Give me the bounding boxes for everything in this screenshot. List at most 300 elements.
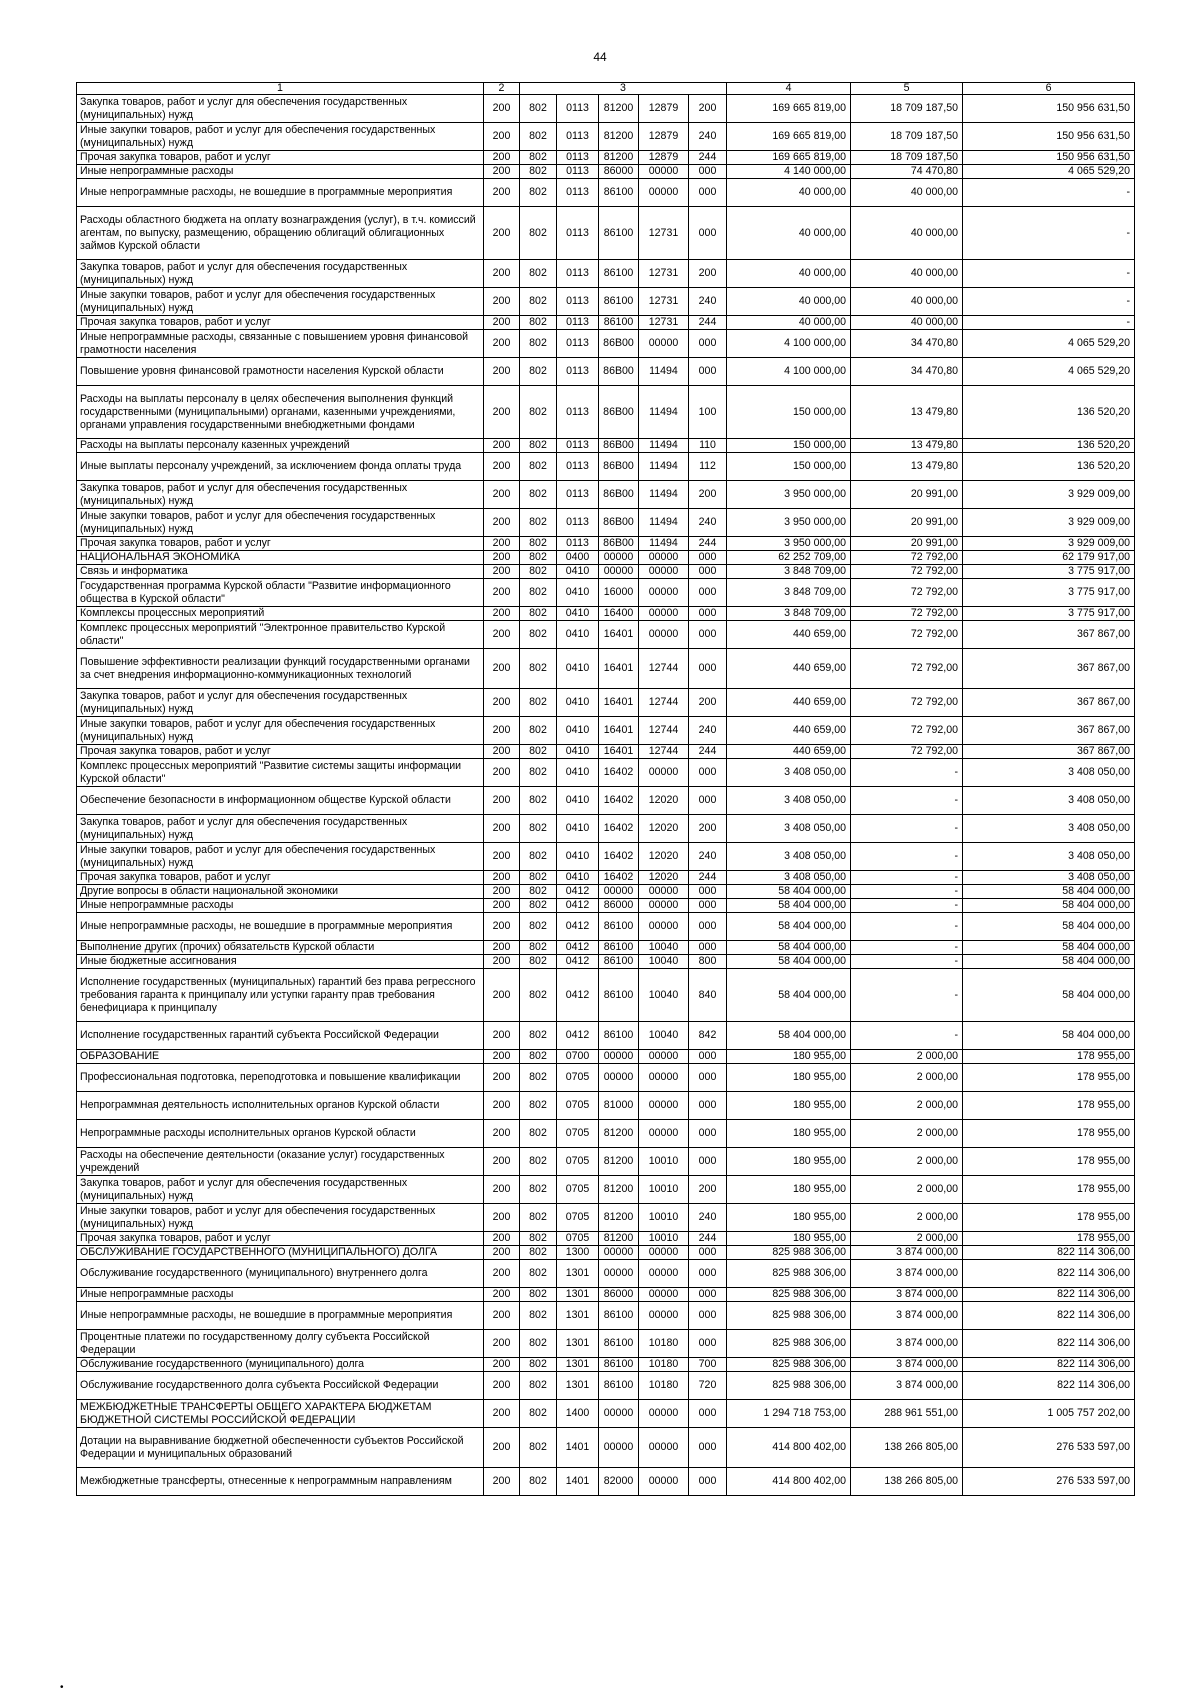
row-code-program: 16401	[599, 621, 639, 649]
row-value-6: 822 114 306,00	[963, 1260, 1135, 1288]
row-code-section: 0412	[557, 941, 599, 955]
row-code-program: 16400	[599, 607, 639, 621]
row-value-5: 72 792,00	[851, 565, 963, 579]
row-value-6: 822 114 306,00	[963, 1302, 1135, 1330]
row-code-direction: 00000	[639, 1064, 689, 1092]
row-code-section: 0410	[557, 579, 599, 607]
row-code-program: 86100	[599, 913, 639, 941]
row-value-5: 288 961 551,00	[851, 1400, 963, 1428]
table-row	[77, 579, 1135, 607]
row-value-6: 4 065 529,20	[963, 358, 1135, 386]
row-code-program: 16402	[599, 759, 639, 787]
row-code-section: 0410	[557, 565, 599, 579]
row-name: ОБСЛУЖИВАНИЕ ГОСУДАРСТВЕННОГО (МУНИЦИПАЛЬНОГО) ДОЛГА	[77, 1246, 484, 1260]
row-name: Закупка товаров, работ и услуг для обеспечения государственных (муниципальных) нужд	[77, 95, 484, 123]
row-code-section: 0705	[557, 1176, 599, 1204]
row-value-6: 3 775 917,00	[963, 579, 1135, 607]
row-name: Исполнение государственных гарантий субъекта Российской Федерации	[77, 1022, 484, 1050]
row-value-4: 169 665 819,00	[727, 123, 851, 151]
row-code-section: 0113	[557, 123, 599, 151]
row-code-section: 1301	[557, 1288, 599, 1302]
row-name: Расходы областного бюджета на оплату вознаграждения (услуг), в т.ч. комиссий агентам, по выпуску, размещению, обращению облигаций облигационных займов Курской области	[77, 207, 484, 260]
row-col-2: 200	[484, 787, 520, 815]
row-value-5: -	[851, 941, 963, 955]
row-code-type: 000	[689, 165, 727, 179]
row-name: Иные закупки товаров, работ и услуг для обеспечения государственных (муниципальных) нужд	[77, 123, 484, 151]
row-code-program: 00000	[599, 565, 639, 579]
row-col-2: 200	[484, 621, 520, 649]
row-code-admin: 802	[520, 1232, 557, 1246]
row-value-5: 3 874 000,00	[851, 1288, 963, 1302]
row-code-admin: 802	[520, 885, 557, 899]
row-value-4: 180 955,00	[727, 1092, 851, 1120]
row-col-2: 200	[484, 843, 520, 871]
row-code-admin: 802	[520, 1022, 557, 1050]
row-value-5: -	[851, 955, 963, 969]
row-code-program: 86В00	[599, 330, 639, 358]
row-code-direction: 10010	[639, 1204, 689, 1232]
row-code-direction: 00000	[639, 165, 689, 179]
row-code-type: 000	[689, 1050, 727, 1064]
row-code-type: 000	[689, 649, 727, 689]
row-name: МЕЖБЮДЖЕТНЫЕ ТРАНСФЕРТЫ ОБЩЕГО ХАРАКТЕРА БЮДЖЕТАМ БЮДЖЕТНОЙ СИСТЕМЫ РОССИЙСКОЙ ФЕДЕРАЦИИ	[77, 1400, 484, 1428]
row-code-type: 240	[689, 288, 727, 316]
row-code-admin: 802	[520, 358, 557, 386]
row-name: Закупка товаров, работ и услуг для обеспечения государственных (муниципальных) нужд	[77, 481, 484, 509]
row-code-section: 0705	[557, 1148, 599, 1176]
row-code-section: 1401	[557, 1428, 599, 1468]
row-code-program: 86100	[599, 1330, 639, 1358]
row-code-type: 244	[689, 871, 727, 885]
row-name: Исполнение государственных (муниципальных) гарантий без права регрессного требования гаранта к принципалу или уступки гаранту прав требования бенефициара к принципалу	[77, 969, 484, 1022]
row-value-4: 150 000,00	[727, 453, 851, 481]
row-col-2: 200	[484, 1246, 520, 1260]
row-value-4: 40 000,00	[727, 179, 851, 207]
row-code-type: 240	[689, 843, 727, 871]
table-row	[77, 1330, 1135, 1358]
row-code-program: 86000	[599, 899, 639, 913]
row-value-5: 34 470,80	[851, 358, 963, 386]
row-code-program: 81000	[599, 1092, 639, 1120]
row-code-direction: 12731	[639, 316, 689, 330]
row-code-program: 86100	[599, 260, 639, 288]
table-row	[77, 453, 1135, 481]
row-value-5: 2 000,00	[851, 1050, 963, 1064]
row-name: Закупка товаров, работ и услуг для обеспечения государственных (муниципальных) нужд	[77, 815, 484, 843]
row-value-6: 3 929 009,00	[963, 537, 1135, 551]
row-col-2: 200	[484, 579, 520, 607]
row-col-2: 200	[484, 453, 520, 481]
row-code-admin: 802	[520, 481, 557, 509]
row-code-program: 86В00	[599, 439, 639, 453]
row-name: Обслуживание государственного (муниципального) внутреннего долга	[77, 1260, 484, 1288]
row-col-2: 200	[484, 1400, 520, 1428]
row-value-5: -	[851, 787, 963, 815]
table-row	[77, 955, 1135, 969]
row-code-admin: 802	[520, 179, 557, 207]
row-code-type: 842	[689, 1022, 727, 1050]
row-value-6: 822 114 306,00	[963, 1372, 1135, 1400]
row-code-section: 0113	[557, 453, 599, 481]
row-code-section: 0412	[557, 1022, 599, 1050]
row-col-2: 200	[484, 151, 520, 165]
row-name: Другие вопросы в области национальной экономики	[77, 885, 484, 899]
row-code-type: 000	[689, 579, 727, 607]
row-name: Расходы на обеспечение деятельности (оказание услуг) государственных учреждений	[77, 1148, 484, 1176]
row-value-6: 58 404 000,00	[963, 913, 1135, 941]
row-code-program: 86100	[599, 955, 639, 969]
row-value-6: 62 179 917,00	[963, 551, 1135, 565]
row-code-direction: 00000	[639, 179, 689, 207]
table-row	[77, 1246, 1135, 1260]
row-code-type: 000	[689, 1064, 727, 1092]
table-row	[77, 941, 1135, 955]
row-code-section: 0113	[557, 358, 599, 386]
row-code-type: 244	[689, 745, 727, 759]
row-value-6: 3 929 009,00	[963, 481, 1135, 509]
row-code-direction: 12020	[639, 787, 689, 815]
row-value-4: 40 000,00	[727, 207, 851, 260]
row-code-direction: 12731	[639, 207, 689, 260]
row-code-section: 1301	[557, 1260, 599, 1288]
row-value-5: 18 709 187,50	[851, 151, 963, 165]
row-name: Повышение эффективности реализации функций государственными органами за счет внедрения информационно-коммуникационных технологий	[77, 649, 484, 689]
row-value-4: 4 100 000,00	[727, 330, 851, 358]
row-code-type: 840	[689, 969, 727, 1022]
row-code-admin: 802	[520, 621, 557, 649]
row-code-direction: 00000	[639, 579, 689, 607]
row-col-2: 200	[484, 1288, 520, 1302]
row-code-section: 0113	[557, 95, 599, 123]
row-code-type: 000	[689, 1288, 727, 1302]
row-value-5: 20 991,00	[851, 537, 963, 551]
table-row	[77, 1204, 1135, 1232]
row-col-2: 200	[484, 358, 520, 386]
row-value-5: 40 000,00	[851, 316, 963, 330]
row-value-6: 58 404 000,00	[963, 955, 1135, 969]
row-col-2: 200	[484, 955, 520, 969]
row-value-4: 3 950 000,00	[727, 481, 851, 509]
row-value-6: 4 065 529,20	[963, 330, 1135, 358]
row-name: Обслуживание государственного долга субъекта Российской Федерации	[77, 1372, 484, 1400]
row-value-4: 58 404 000,00	[727, 969, 851, 1022]
row-value-6: 3 929 009,00	[963, 509, 1135, 537]
row-code-section: 0410	[557, 607, 599, 621]
row-code-section: 0410	[557, 787, 599, 815]
row-col-2: 200	[484, 1468, 520, 1496]
row-code-program: 82000	[599, 1468, 639, 1496]
row-value-6: 178 955,00	[963, 1232, 1135, 1246]
row-code-direction: 10180	[639, 1358, 689, 1372]
row-code-program: 16402	[599, 815, 639, 843]
table-row	[77, 481, 1135, 509]
header-col-1: 1	[77, 83, 484, 95]
row-col-2: 200	[484, 316, 520, 330]
row-name: Непрограммная деятельность исполнительных органов Курской области	[77, 1092, 484, 1120]
row-code-section: 0410	[557, 815, 599, 843]
table-row	[77, 969, 1135, 1022]
row-value-6: 1 005 757 202,00	[963, 1400, 1135, 1428]
row-code-type: 700	[689, 1358, 727, 1372]
header-row	[77, 83, 1135, 95]
row-code-type: 200	[689, 260, 727, 288]
row-code-admin: 802	[520, 1204, 557, 1232]
row-code-section: 0113	[557, 386, 599, 439]
row-value-4: 4 140 000,00	[727, 165, 851, 179]
row-code-admin: 802	[520, 151, 557, 165]
row-col-2: 200	[484, 179, 520, 207]
row-code-program: 16401	[599, 689, 639, 717]
row-code-direction: 12879	[639, 95, 689, 123]
table-row	[77, 151, 1135, 165]
row-code-section: 0113	[557, 207, 599, 260]
row-value-5: 3 874 000,00	[851, 1372, 963, 1400]
row-code-program: 16402	[599, 843, 639, 871]
row-code-type: 240	[689, 509, 727, 537]
row-value-5: 72 792,00	[851, 607, 963, 621]
row-value-6: 276 533 597,00	[963, 1428, 1135, 1468]
row-value-6: 136 520,20	[963, 386, 1135, 439]
row-code-section: 0410	[557, 759, 599, 787]
row-code-type: 000	[689, 179, 727, 207]
table-row	[77, 1400, 1135, 1428]
row-name: Закупка товаров, работ и услуг для обеспечения государственных (муниципальных) нужд	[77, 689, 484, 717]
row-value-5: 72 792,00	[851, 649, 963, 689]
row-code-section: 0410	[557, 745, 599, 759]
row-value-5: 2 000,00	[851, 1064, 963, 1092]
row-code-admin: 802	[520, 579, 557, 607]
row-col-2: 200	[484, 913, 520, 941]
row-code-direction: 00000	[639, 565, 689, 579]
row-code-admin: 802	[520, 537, 557, 551]
row-code-type: 000	[689, 565, 727, 579]
row-code-direction: 00000	[639, 913, 689, 941]
row-code-direction: 12731	[639, 260, 689, 288]
row-value-5: 40 000,00	[851, 179, 963, 207]
row-code-type: 110	[689, 439, 727, 453]
table-row	[77, 1468, 1135, 1496]
row-code-section: 0113	[557, 165, 599, 179]
row-code-program: 16401	[599, 649, 639, 689]
row-code-program: 86В00	[599, 358, 639, 386]
row-value-6: 822 114 306,00	[963, 1330, 1135, 1358]
row-code-direction: 10010	[639, 1176, 689, 1204]
row-code-admin: 802	[520, 843, 557, 871]
table-row	[77, 607, 1135, 621]
row-value-4: 58 404 000,00	[727, 899, 851, 913]
row-value-4: 40 000,00	[727, 288, 851, 316]
row-col-2: 200	[484, 95, 520, 123]
row-col-2: 200	[484, 481, 520, 509]
row-code-admin: 802	[520, 260, 557, 288]
row-code-direction: 00000	[639, 330, 689, 358]
row-name: Государственная программа Курской области "Развитие информационного общества в Курской области"	[77, 579, 484, 607]
row-name: Связь и информатика	[77, 565, 484, 579]
row-code-section: 0412	[557, 969, 599, 1022]
row-code-admin: 802	[520, 1372, 557, 1400]
row-value-5: 72 792,00	[851, 745, 963, 759]
budget-table-container	[76, 82, 1134, 1496]
row-code-admin: 802	[520, 913, 557, 941]
row-code-section: 1301	[557, 1372, 599, 1400]
row-code-admin: 802	[520, 316, 557, 330]
row-name: Прочая закупка товаров, работ и услуг	[77, 745, 484, 759]
row-code-admin: 802	[520, 899, 557, 913]
row-name: Иные непрограммные расходы, не вошедшие в программные мероприятия	[77, 1302, 484, 1330]
row-code-admin: 802	[520, 95, 557, 123]
row-code-program: 16000	[599, 579, 639, 607]
row-code-type: 000	[689, 1246, 727, 1260]
row-code-direction: 00000	[639, 759, 689, 787]
row-code-program: 81200	[599, 1120, 639, 1148]
row-value-6: 3 408 050,00	[963, 787, 1135, 815]
row-col-2: 200	[484, 551, 520, 565]
row-code-admin: 802	[520, 1358, 557, 1372]
row-code-direction: 11494	[639, 509, 689, 537]
row-name: Обслуживание государственного (муниципального) долга	[77, 1358, 484, 1372]
table-row	[77, 787, 1135, 815]
row-code-section: 0412	[557, 913, 599, 941]
row-col-2: 200	[484, 689, 520, 717]
row-code-direction: 10040	[639, 969, 689, 1022]
row-code-type: 200	[689, 95, 727, 123]
row-value-6: 367 867,00	[963, 745, 1135, 759]
row-code-type: 200	[689, 481, 727, 509]
row-value-4: 40 000,00	[727, 316, 851, 330]
row-code-program: 86В00	[599, 453, 639, 481]
row-code-program: 81200	[599, 151, 639, 165]
row-value-4: 825 988 306,00	[727, 1372, 851, 1400]
row-value-5: -	[851, 815, 963, 843]
row-value-5: 3 874 000,00	[851, 1246, 963, 1260]
row-code-admin: 802	[520, 207, 557, 260]
row-name: Комплекс процессных мероприятий "Электронное правительство Курской области"	[77, 621, 484, 649]
row-value-6: 136 520,20	[963, 453, 1135, 481]
row-col-2: 200	[484, 1260, 520, 1288]
row-value-5: -	[851, 843, 963, 871]
row-code-admin: 802	[520, 1428, 557, 1468]
row-code-program: 86В00	[599, 537, 639, 551]
row-value-5: 13 479,80	[851, 386, 963, 439]
row-code-type: 240	[689, 123, 727, 151]
row-name: Комплекс процессных мероприятий "Развитие системы защиты информации Курской области"	[77, 759, 484, 787]
table-row	[77, 509, 1135, 537]
row-name: Прочая закупка товаров, работ и услуг	[77, 537, 484, 551]
row-value-5: -	[851, 1022, 963, 1050]
row-value-6: 3 775 917,00	[963, 565, 1135, 579]
row-code-direction: 00000	[639, 1468, 689, 1496]
row-code-program: 86100	[599, 1358, 639, 1372]
row-value-6: 58 404 000,00	[963, 885, 1135, 899]
row-code-direction: 10040	[639, 941, 689, 955]
row-name: Профессиональная подготовка, переподготовка и повышение квалификации	[77, 1064, 484, 1092]
row-code-direction: 11494	[639, 453, 689, 481]
row-code-program: 81200	[599, 95, 639, 123]
row-name: НАЦИОНАЛЬНАЯ ЭКОНОМИКА	[77, 551, 484, 565]
row-code-direction: 11494	[639, 358, 689, 386]
row-code-section: 0113	[557, 439, 599, 453]
row-col-2: 200	[484, 330, 520, 358]
row-code-admin: 802	[520, 649, 557, 689]
row-name: Расходы на выплаты персоналу в целях обеспечения выполнения функций государственными (муниципальными) органами, казенными учреждениями, органами управления государственными внебюджетными фондами	[77, 386, 484, 439]
row-value-4: 40 000,00	[727, 260, 851, 288]
row-name: Иные непрограммные расходы	[77, 165, 484, 179]
row-code-type: 200	[689, 815, 727, 843]
row-name: Иные закупки товаров, работ и услуг для обеспечения государственных (муниципальных) нужд	[77, 717, 484, 745]
row-name: Прочая закупка товаров, работ и услуг	[77, 316, 484, 330]
row-code-type: 100	[689, 386, 727, 439]
row-code-type: 000	[689, 1260, 727, 1288]
row-value-6: 58 404 000,00	[963, 969, 1135, 1022]
row-col-2: 200	[484, 745, 520, 759]
row-code-program: 86000	[599, 1288, 639, 1302]
row-code-section: 1301	[557, 1302, 599, 1330]
row-col-2: 200	[484, 885, 520, 899]
row-col-2: 200	[484, 207, 520, 260]
row-col-2: 200	[484, 288, 520, 316]
row-code-direction: 00000	[639, 1260, 689, 1288]
row-code-direction: 00000	[639, 621, 689, 649]
row-code-direction: 11494	[639, 537, 689, 551]
row-code-type: 000	[689, 607, 727, 621]
row-code-direction: 12020	[639, 871, 689, 885]
table-row	[77, 899, 1135, 913]
table-row	[77, 871, 1135, 885]
row-value-6: 178 955,00	[963, 1120, 1135, 1148]
row-code-section: 0410	[557, 649, 599, 689]
row-code-admin: 802	[520, 787, 557, 815]
row-col-2: 200	[484, 899, 520, 913]
row-value-4: 169 665 819,00	[727, 151, 851, 165]
row-value-5: 72 792,00	[851, 579, 963, 607]
row-code-type: 000	[689, 941, 727, 955]
table-row	[77, 165, 1135, 179]
row-value-6: 178 955,00	[963, 1050, 1135, 1064]
row-value-6: -	[963, 316, 1135, 330]
row-value-5: 34 470,80	[851, 330, 963, 358]
row-code-section: 0113	[557, 481, 599, 509]
row-value-4: 825 988 306,00	[727, 1246, 851, 1260]
table-row	[77, 439, 1135, 453]
row-name: ОБРАЗОВАНИЕ	[77, 1050, 484, 1064]
table-row	[77, 330, 1135, 358]
row-value-4: 58 404 000,00	[727, 941, 851, 955]
row-value-5: -	[851, 913, 963, 941]
row-code-section: 0113	[557, 179, 599, 207]
row-code-program: 16401	[599, 745, 639, 759]
row-code-section: 0412	[557, 885, 599, 899]
row-col-2: 200	[484, 1176, 520, 1204]
row-value-5: 2 000,00	[851, 1204, 963, 1232]
table-row	[77, 717, 1135, 745]
row-value-6: 367 867,00	[963, 649, 1135, 689]
row-code-type: 000	[689, 621, 727, 649]
row-value-4: 414 800 402,00	[727, 1428, 851, 1468]
row-code-program: 86100	[599, 1302, 639, 1330]
row-code-direction: 12020	[639, 843, 689, 871]
row-col-2: 200	[484, 1120, 520, 1148]
row-value-4: 180 955,00	[727, 1232, 851, 1246]
row-value-4: 180 955,00	[727, 1064, 851, 1092]
row-code-section: 1401	[557, 1468, 599, 1496]
row-name: Межбюджетные трансферты, отнесенные к непрограммным направлениям	[77, 1468, 484, 1496]
row-value-4: 825 988 306,00	[727, 1302, 851, 1330]
row-code-type: 800	[689, 955, 727, 969]
row-code-type: 000	[689, 1148, 727, 1176]
row-value-4: 440 659,00	[727, 621, 851, 649]
row-value-4: 3 408 050,00	[727, 815, 851, 843]
row-value-4: 414 800 402,00	[727, 1468, 851, 1496]
